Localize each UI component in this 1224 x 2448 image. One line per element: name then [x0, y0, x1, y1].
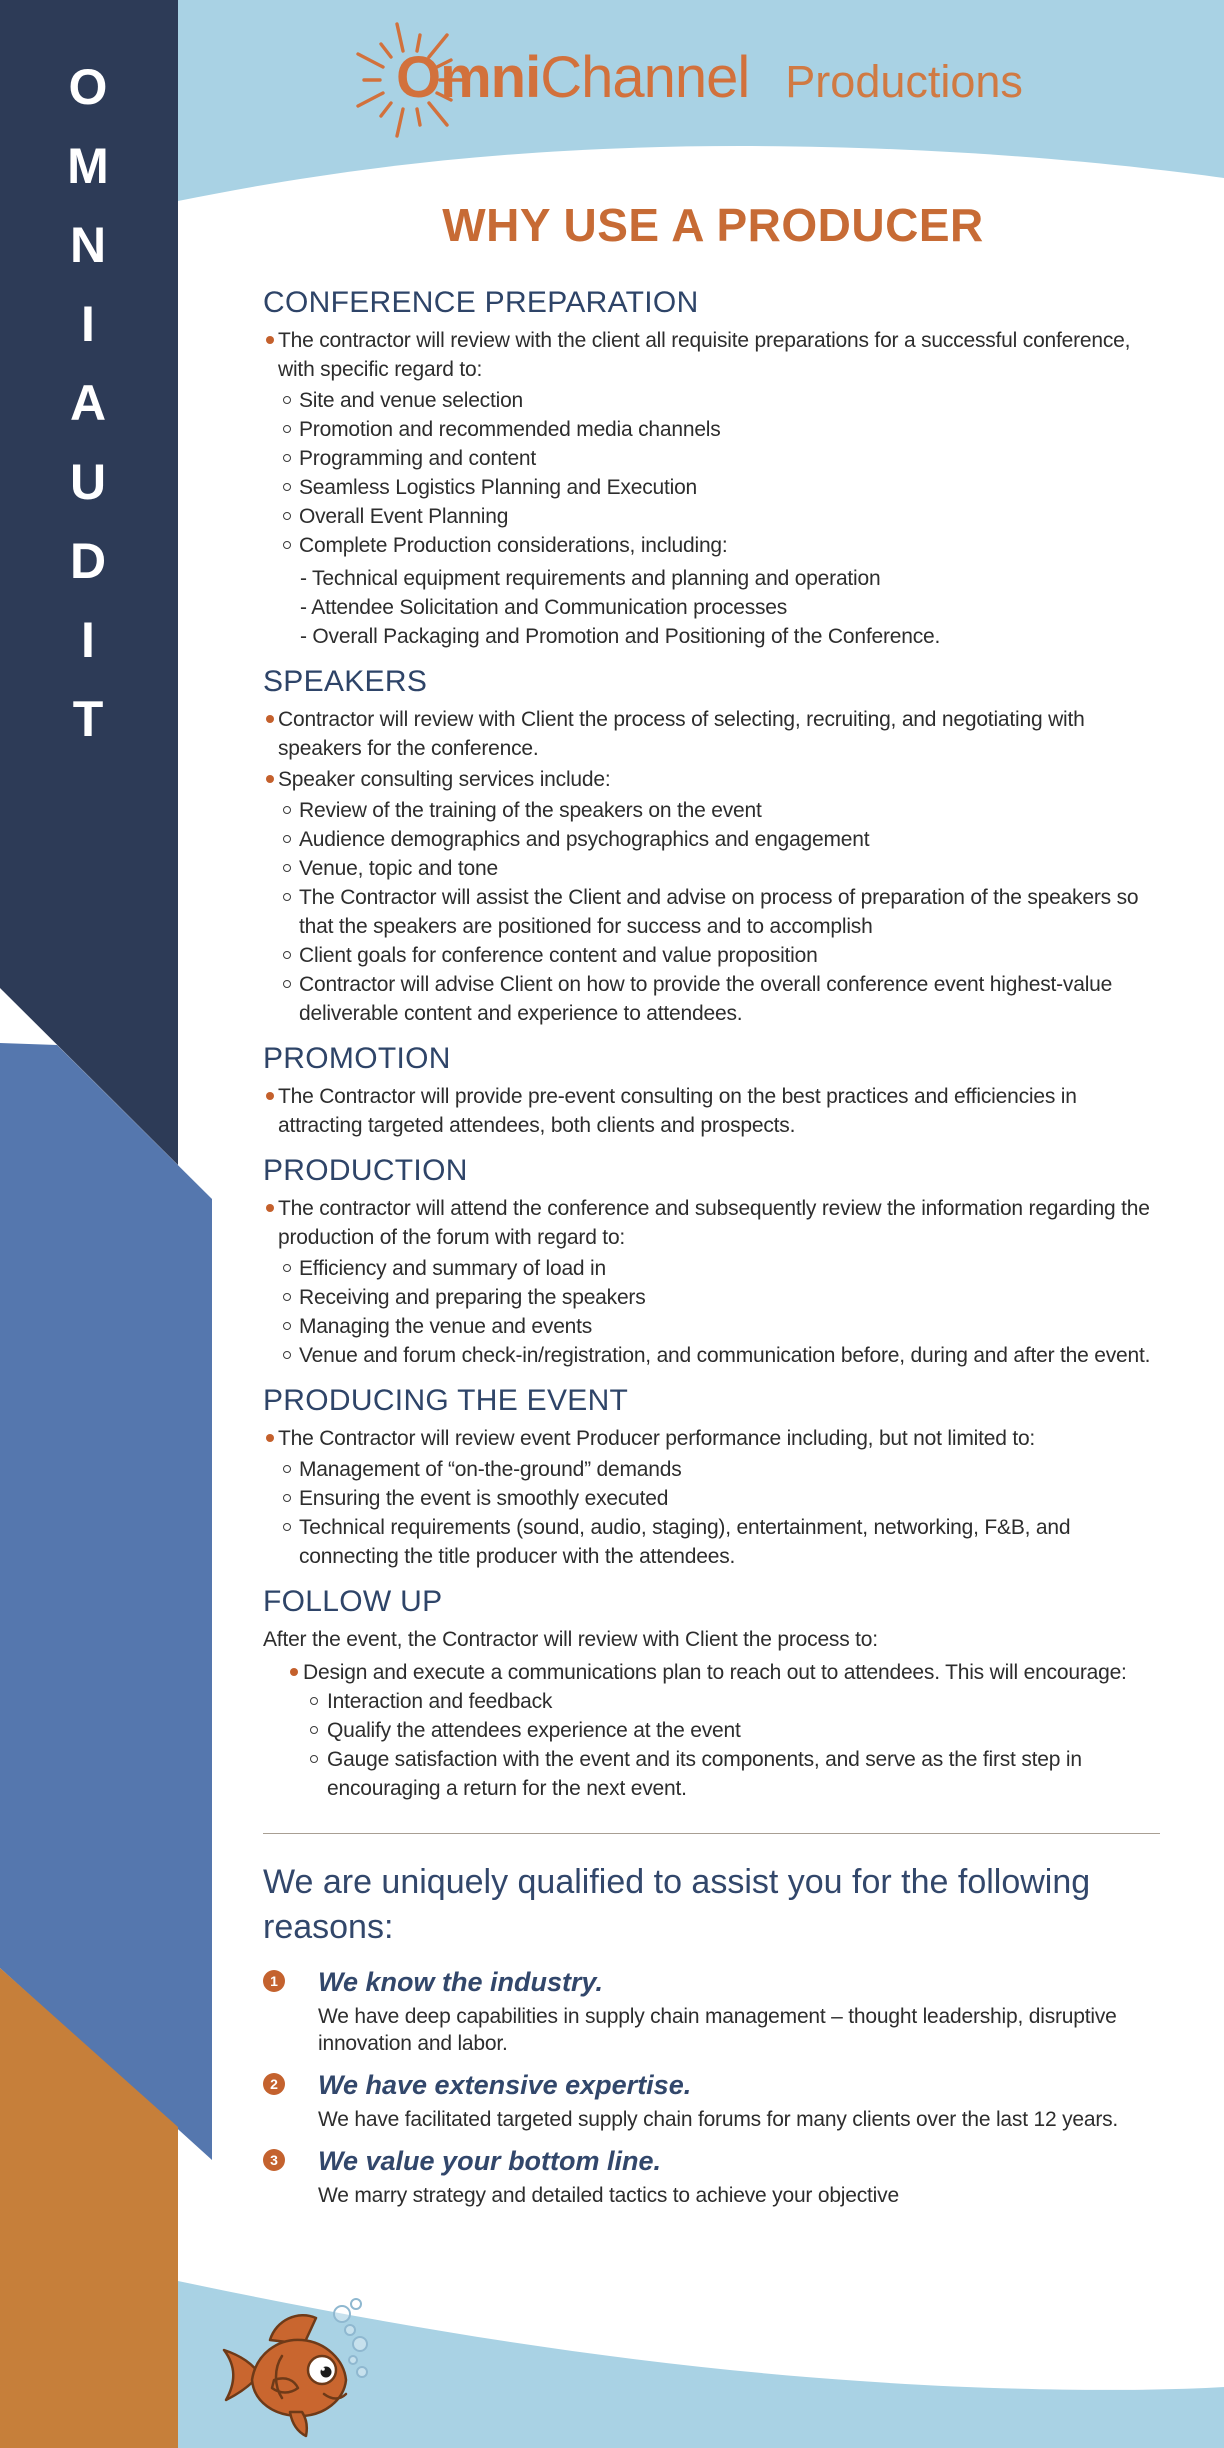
- bullet-ring-icon: [283, 1523, 291, 1531]
- item-text: Programming and content: [299, 447, 537, 470]
- number-circle-icon: 3: [263, 2149, 285, 2171]
- list-item: [263, 796, 1163, 825]
- list-item: [263, 1194, 1163, 1252]
- bullet-dot-icon: [266, 1204, 274, 1212]
- sidebar-letter: A: [69, 375, 107, 431]
- item-text: Interaction and feedback: [327, 1690, 553, 1713]
- qualified-item-desc: We have deep capabilities in supply chain management – thought leadership, disruptive innovation and labor.: [318, 2005, 1117, 2055]
- section-heading: PRODUCING THE EVENT: [263, 1384, 629, 1417]
- bullet-ring-icon: [283, 396, 291, 404]
- qualified-heading: We are uniquely qualified to assist you for the following reasons:: [263, 1863, 1091, 1946]
- bullet-ring-icon: [283, 835, 291, 843]
- logo-productions: Productions: [785, 56, 1023, 107]
- qualified-item: [263, 2069, 1163, 2133]
- bullet-ring-icon: [283, 1465, 291, 1473]
- list-item: [263, 531, 1163, 560]
- list-item: [263, 1625, 1163, 1654]
- bullet-dot-icon: [290, 1668, 298, 1676]
- list-item: [263, 473, 1163, 502]
- bullet-dot-icon: [266, 775, 274, 783]
- sidebar-vertical-text: [0, 48, 176, 759]
- list-item: [263, 1716, 1163, 1745]
- list-item: [263, 1283, 1163, 1312]
- bullet-dot-icon: [266, 336, 274, 344]
- list-item: [263, 1312, 1163, 1341]
- bullet-ring-icon: [283, 893, 291, 901]
- bullet-ring-icon: [283, 483, 291, 491]
- list-item: [263, 765, 1163, 794]
- item-text: Design and execute a communications plan to reach out to attendees. This will encourage:: [303, 1661, 1127, 1684]
- brand-logo: [396, 44, 1023, 111]
- list-item: [263, 1254, 1163, 1283]
- sidebar-letter: M: [67, 138, 109, 194]
- sidebar-letter: I: [81, 612, 95, 668]
- list-item: [263, 1082, 1163, 1140]
- item-text: Contractor will advise Client on how to provide the overall conference event highest-value deliverable content and experience to attendees.: [299, 973, 1113, 1025]
- item-text: Site and venue selection: [299, 389, 524, 412]
- item-text: Venue and forum check-in/registration, and communication before, during and after the event.: [299, 1344, 1151, 1367]
- list-item: [263, 883, 1163, 941]
- bullet-ring-icon: [283, 454, 291, 462]
- bullet-dot-icon: [266, 715, 274, 723]
- sidebar-letter: D: [69, 533, 107, 589]
- item-text: Seamless Logistics Planning and Execution: [299, 476, 698, 499]
- blue-diagonal-band: [0, 1043, 212, 2160]
- item-text: Receiving and preparing the speakers: [299, 1286, 646, 1309]
- qualified-item-desc: We marry strategy and detailed tactics to achieve your objective: [318, 2184, 899, 2207]
- item-text: Qualify the attendees experience at the event: [327, 1719, 741, 1742]
- qualified-item-title: We know the industry.: [318, 1967, 604, 1997]
- section-heading: CONFERENCE PREPARATION: [263, 286, 699, 319]
- list-item: [263, 386, 1163, 415]
- main-content: [263, 200, 1163, 2209]
- bullet-ring-icon: [283, 1322, 291, 1330]
- item-text: The Contractor will review event Producer performance including, but not limited to:: [278, 1427, 1036, 1450]
- list-item: [263, 1658, 1163, 1687]
- item-text: Promotion and recommended media channels: [299, 418, 721, 441]
- item-text: Gauge satisfaction with the event and its components, and serve as the first step in encouraging a return for the next event.: [327, 1748, 1082, 1800]
- list-item: [263, 1745, 1163, 1803]
- bullet-ring-icon: [283, 1351, 291, 1359]
- sidebar-letter: U: [69, 454, 107, 510]
- section-heading: SPEAKERS: [263, 665, 428, 698]
- bullet-ring-icon: [283, 951, 291, 959]
- section-heading: PRODUCTION: [263, 1154, 468, 1187]
- bullet-ring-icon: [283, 425, 291, 433]
- fish-illustration: [212, 2292, 397, 2448]
- list-item: [263, 1424, 1163, 1453]
- qualified-item-title: We value your bottom line.: [318, 2146, 662, 2176]
- item-text: - Overall Packaging and Promotion and Positioning of the Conference.: [300, 625, 941, 648]
- item-text: Complete Production considerations, including:: [299, 534, 728, 557]
- item-text: The Contractor will provide pre-event consulting on the best practices and efficiencies in attracting targeted attendees, both clients and prospects.: [278, 1085, 1077, 1137]
- qualified-item: [263, 1966, 1163, 2057]
- number-circle-icon: 1: [263, 1970, 285, 1992]
- item-text: The Contractor will assist the Client and advise on process of preparation of the speakers so that the speakers are positioned for success and to accomplish: [299, 886, 1139, 938]
- page-title: WHY USE A PRODUCER: [442, 199, 984, 251]
- logo-channel: Channel: [540, 45, 750, 110]
- sections-container: [263, 286, 1163, 1803]
- section-heading: PROMOTION: [263, 1042, 451, 1075]
- list-item: [263, 970, 1163, 1028]
- list-item: [263, 1341, 1163, 1370]
- bullet-ring-icon: [310, 1697, 318, 1705]
- list-item: [263, 1687, 1163, 1716]
- bullet-ring-icon: [283, 1293, 291, 1301]
- sidebar-letter: O: [68, 59, 108, 115]
- number-circle-icon: 2: [263, 2073, 285, 2095]
- list-item: [263, 1513, 1163, 1571]
- bullet-ring-icon: [283, 806, 291, 814]
- item-text: The contractor will attend the conference and subsequently review the information regarding the production of the forum with regard to:: [278, 1197, 1150, 1249]
- item-text: Management of “on-the-ground” demands: [299, 1458, 682, 1481]
- bullet-ring-icon: [283, 541, 291, 549]
- qualified-item-desc: We have facilitated targeted supply chain forums for many clients over the last 12 years.: [318, 2108, 1119, 2131]
- item-text: Ensuring the event is smoothly executed: [299, 1487, 669, 1510]
- list-item: [263, 593, 1163, 622]
- sidebar-letter: N: [69, 217, 107, 273]
- item-text: Technical requirements (sound, audio, staging), entertainment, networking, F&B, and connecting the title producer with the attendees.: [299, 1516, 1071, 1568]
- list-item: [263, 1455, 1163, 1484]
- item-text: After the event, the Contractor will review with Client the process to:: [263, 1628, 878, 1651]
- bullet-dot-icon: [266, 1092, 274, 1100]
- item-text: Overall Event Planning: [299, 505, 509, 528]
- list-item: [263, 825, 1163, 854]
- logo-omni: Omni: [396, 45, 541, 110]
- item-text: - Attendee Solicitation and Communication processes: [300, 596, 788, 619]
- item-text: Review of the training of the speakers on the event: [299, 799, 762, 822]
- item-text: The contractor will review with the client all requisite preparations for a successful conference, with specific regard to:: [278, 329, 1131, 381]
- item-text: - Technical equipment requirements and planning and operation: [300, 567, 881, 590]
- item-text: Contractor will review with Client the process of selecting, recruiting, and negotiating with speakers for the conference.: [278, 708, 1085, 760]
- list-item: [263, 415, 1163, 444]
- item-text: Venue, topic and tone: [299, 857, 498, 880]
- qualified-item-title: We have extensive expertise.: [318, 2070, 692, 2100]
- list-item: [263, 326, 1163, 384]
- item-text: Efficiency and summary of load in: [299, 1257, 606, 1280]
- fish-lower-fin: [290, 2412, 307, 2436]
- sidebar-letter: I: [81, 296, 95, 352]
- item-text: Managing the venue and events: [299, 1315, 593, 1338]
- fish-eye-glint: [321, 2367, 325, 2371]
- list-item: [263, 502, 1163, 531]
- sidebar-letter: T: [72, 691, 104, 747]
- bullet-ring-icon: [310, 1755, 318, 1763]
- list-item: [263, 941, 1163, 970]
- bullet-ring-icon: [283, 512, 291, 520]
- list-item: [263, 854, 1163, 883]
- bullet-ring-icon: [310, 1726, 318, 1734]
- bullet-ring-icon: [283, 1494, 291, 1502]
- section-heading: FOLLOW UP: [263, 1585, 443, 1618]
- list-item: [263, 1484, 1163, 1513]
- item-text: Audience demographics and psychographics and engagement: [299, 828, 870, 851]
- list-item: [263, 705, 1163, 763]
- qualified-items: [263, 1966, 1163, 2209]
- bullet-ring-icon: [283, 1264, 291, 1272]
- divider-line: [263, 1833, 1160, 1834]
- item-text: Client goals for conference content and value proposition: [299, 944, 818, 967]
- bullet-dot-icon: [266, 1434, 274, 1442]
- list-item: [263, 622, 1163, 651]
- item-text: Speaker consulting services include:: [278, 768, 611, 791]
- bullet-ring-icon: [283, 864, 291, 872]
- list-item: [263, 444, 1163, 473]
- qualified-item: [263, 2145, 1163, 2209]
- list-item: [263, 564, 1163, 593]
- bullet-ring-icon: [283, 980, 291, 988]
